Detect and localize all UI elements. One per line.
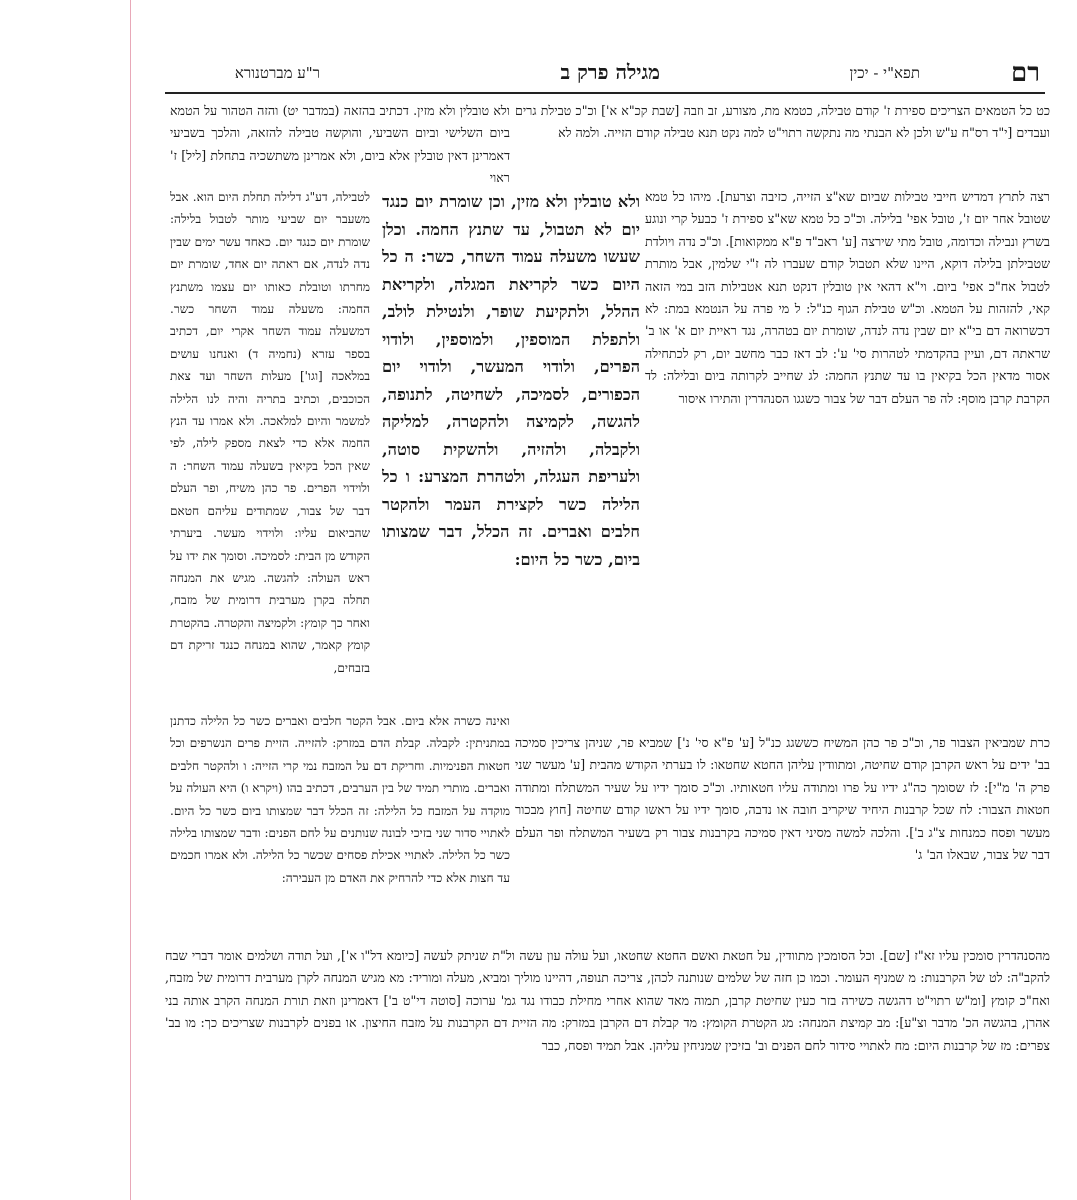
header-rule [165,92,1045,94]
commentary-title: ר"ע מברטנורא [234,64,320,82]
bartenura-commentary-top [170,100,510,186]
bartenura-commentary-lower [170,710,510,955]
siman-range: תפא"י - יכין [849,64,920,82]
tiferet-yisrael-commentary-bottom [165,945,1050,1155]
commentary-text: ולא טובלין ולא מזין. דכתיב בהזאה (במדבר יט) והזה הטהור על הטמא ביום השלישי וביום השביעי, והוקשה טבילה להזאה, והלכך בשביעי דאמרינן דאין טובלין אלא ביום, ולא אמרינן משתשכיה בתחלת [ליל] ז' ראוי [170,103,510,186]
left-margin-line [130,0,131,1200]
mishna-text-block [382,188,640,724]
commentary-text: לטבילה, דע"ג דלילה תחלת היום הוא. אבל משעבר יום שביעי מותר לטבול בלילה: שומרת יום כנגד יום. כאחד עשר ימים שבין נדה לנדה, אם ראתה יום אחד, שומרת יום מחרתו וטובלת כאותו יום עצמו משתנץ החמה: משעלה עמוד השחר כשר. דמשעלה עמוד השחר אקרי יום, דכתיב בספר עזרא (נחמיה ד) ואנחנו עושים במלאכה [וגו'] מעלות השחר ועד צאת הכוכבים, וכתיב בתריה והיה לנו הלילה למשמר והיום למלאכה. ולא אמרו עד הנץ החמה אלא כדי לצאת מספק לילה, לפי שאין הכל בקיאין בשעלה עמוד השחר: ה ולוידוי הפרים. פר כהן משיח, ופר העלם דבר של צבור, שמתודים עליהם חטאם שהביאום עליו: ולוידוי מעשר. ביערתי הקודש מן הבית: לסמיכה. וסומך את ידו על ראש העולה: להגשה. מגיש את המנחה תחלה בקרן מערבית דרומית של מזבח, ואחר כך קומץ: ולקמיצה והקטרה. בהקטרת קומץ קאמר, שהוא במנחה כנגד זריקת דם בזבחים, [170,190,370,675]
page-title: מגילה פרק ב [560,60,660,84]
bartenura-commentary-middle [170,186,370,732]
commentary-text: כרת שמביאין הצבור פר, וכ"כ פר כהן המשיח כששגג כנ"ל [ע' פ"א סי' נ'] שמביא פר, שניהן צריכין סמיכה בב' ידים על ראש הקרבן קודם שחיטה, ומתוודין עליהן החטא שחטאו: לו בערתי הקודש מהבית [ע' מעשר שני פרק ה' מ"י]: לז שסומך כה"ג ידיו על פרו ומתודה עליו חטאותיו. וכ"כ סומך ידיו על שעיר המשתלח ומתודה חטאות הצבור: לח שכל קרבנות היחיד שיקריב חובה או נדבה, סומך ידיו על ראשו קודם שחיטה [חוץ מבכור מעשר ופסח כמנחות צ"ג ב']. והלכה למשה מסיני דאין סמיכה בקרבנות צבור רק בשעיר המשתלח ופר העלם דבר של צבור, שבאלו הב' ג' [515,735,1050,863]
commentary-text: רצה לתרץ דמדיש חייבי טבילות שביום שא"צ הזייה, כזיבה וצרעת]. מיהו כל טמא שטובל אחר יום ז', טובל אפי' בלילה. וכ"כ כל טמא שא"צ ספירת ז' כבעל קרי ונוגע בשרץ ונבילה וכדומה, טובל מתי שירצה [ע' ראב"ד פ"א ממקואות]. וכ"כ נדה ויולדת שטבילתן בלילה דוקא, היינו שלא תטבול קודם שעברו לה ז"י שלמין, אבל מותרת לטבול אח"כ אפי' ביום. וי"א דהאי אין טובלין דנקט תנא אטבילות הזב במי הזאה קאי, להזהות על הטמא. וכ"ש טבילת הגוף כנ"ל: ל מי פרה על הנטמא במת: לא דכשרואה דם בי"א יום שבין נדה לנדה, שומרת יום בטהרה, נגד ראיית יום א' או ב' שראתה דם, ועיין בהקדמתי לטהרות סי' ע': לב דאז כבר מחשב יום, רק לכתחילה אסור מדאין הכל בקיאין בו עד שתנץ החמה: לג שחייב לקרותה ביום ובלילה: לד הקרבת קרבן מוסף: לה פר העלם דבר של צבור כשגגו הסנהדרין והתירו איסור [645,189,1050,406]
page-number: רם [1011,58,1040,88]
commentary-text: מהסנהדרין סומכין עליו זא"ז [שם]. וכל הסומכין מתוודין, על חטאת ואשם החטא שחטאו, ועל עולה עון עשה ול"ת שניתק לעשה [כיומא דל"ו א'], ועל תודה ושלמים אומר דברי שבח להקב"ה: לט של הקרבנות: מ שמניף העומר. וכמו כן חזה של שלמים שנותנה לכהן, צריכה תנופה, דהיינו מוליך ומביא, מעלה ומוריד: מא מגיש המנחה לקרן מערבית דרומית של מזבח, ואח"כ קומץ [ומ"ש רתוי"ט דהגשה כשירה בזר כעין שחיטת קרבן, תמוה מאד שהוא אחרי מחילת כבודו נגד גמ' ערוכה [סוטה די"ט ב'] דאמרינן וזאת תורת המנחה הקרב אותה בני אהרן, בהגשה הכ' מדבר וצ"ע]: מב קמיצת המנחה: מג הקטרת הקומץ: מד קבלת דם הקרבן במזרק: מה הזיית דם הקרבנות על מזבח החיצון. או בפנים לקרבנות שצריכים כך: מו בב' צפרים: מז של קרבנות היום: מח לאתויי סידור לחם הפנים וב' בזיכין שמניחין עליהן. אבל תמיד ופסח, כבר [165,948,1050,1053]
mishna-text: ולא טובלין ולא מזין, וכן שומרת יום כנגד יום לא תטבול, עד שתנץ החמה. וכלן שעשו משעלה עמוד השחר, כשר: ה כל היום כשר לקריאת המגלה, ולקריאת ההלל, ולתקיעת שופר, ולנטילת לולב, ולתפלת המוספין, ולמוספין, ולודוי הפרים, ולודוי המעשר, ולודוי יום הכפורים, לסמיכה, לשחיטה, לתנופה, להגשה, לקמיצה ולהקטרה, למליקה ולקבלה, ולהזיה, ולהשקית סוטה, ולעריפת העגלה, ולטהרת המצרע: ו כל הלילה כשר לקצירת העמר ולהקטר חלבים ואברים. זה הכלל, דבר שמצותו ביום, כשר כל היום: [382,192,640,569]
tiferet-yisrael-commentary-top [515,100,1050,186]
page-header [160,58,1040,94]
commentary-text: ואינה כשרה אלא ביום. אבל הקטר חלבים ואברים כשר כל הלילה כדתנן במתניתין: לקבלה. קבלת הדם במזרק: להזייה. הזיית פרים הנשרפים וכל חטאות הפנימיות. וחריקת דם על המזבח נמי קרי הזייה: ו ולהקטר חלבים ואברים. מותרי תמיד של בין הערבים, דכתיב בהו (ויקרא ו) היא העולה על מוקדה על המזבח כל הלילה: זה הכלל דבר שמצותו ביום כשר כל היום. לאתויי סדור שני בזיכי לבונה שנותנים על לחם הפנים: ודבר שמצותו בלילה כשר כל הלילה. לאתויי אכילת פסחים שכשר כל הלילה. ולא אמרו חכמים עד חצות אלא כדי להרחיק את האדם מן העבירה: [170,714,510,885]
tiferet-yisrael-commentary-middle [645,186,1050,732]
tiferet-yisrael-commentary-lower [515,732,1050,942]
commentary-text: כט כל הטמאים הצריכים ספירת ז' קודם טבילה, כטמא מת, מצורע, זב וזבה [שבת קכ"א א'] וכ"כ טבילת גרים ועבדים [י"ד רס"ח ע"ש ולכן לא הבנתי מה נתקשה רתוי"ט למה נקט תנא טבילה קודם הזייה. ולמה לא [515,103,1050,141]
